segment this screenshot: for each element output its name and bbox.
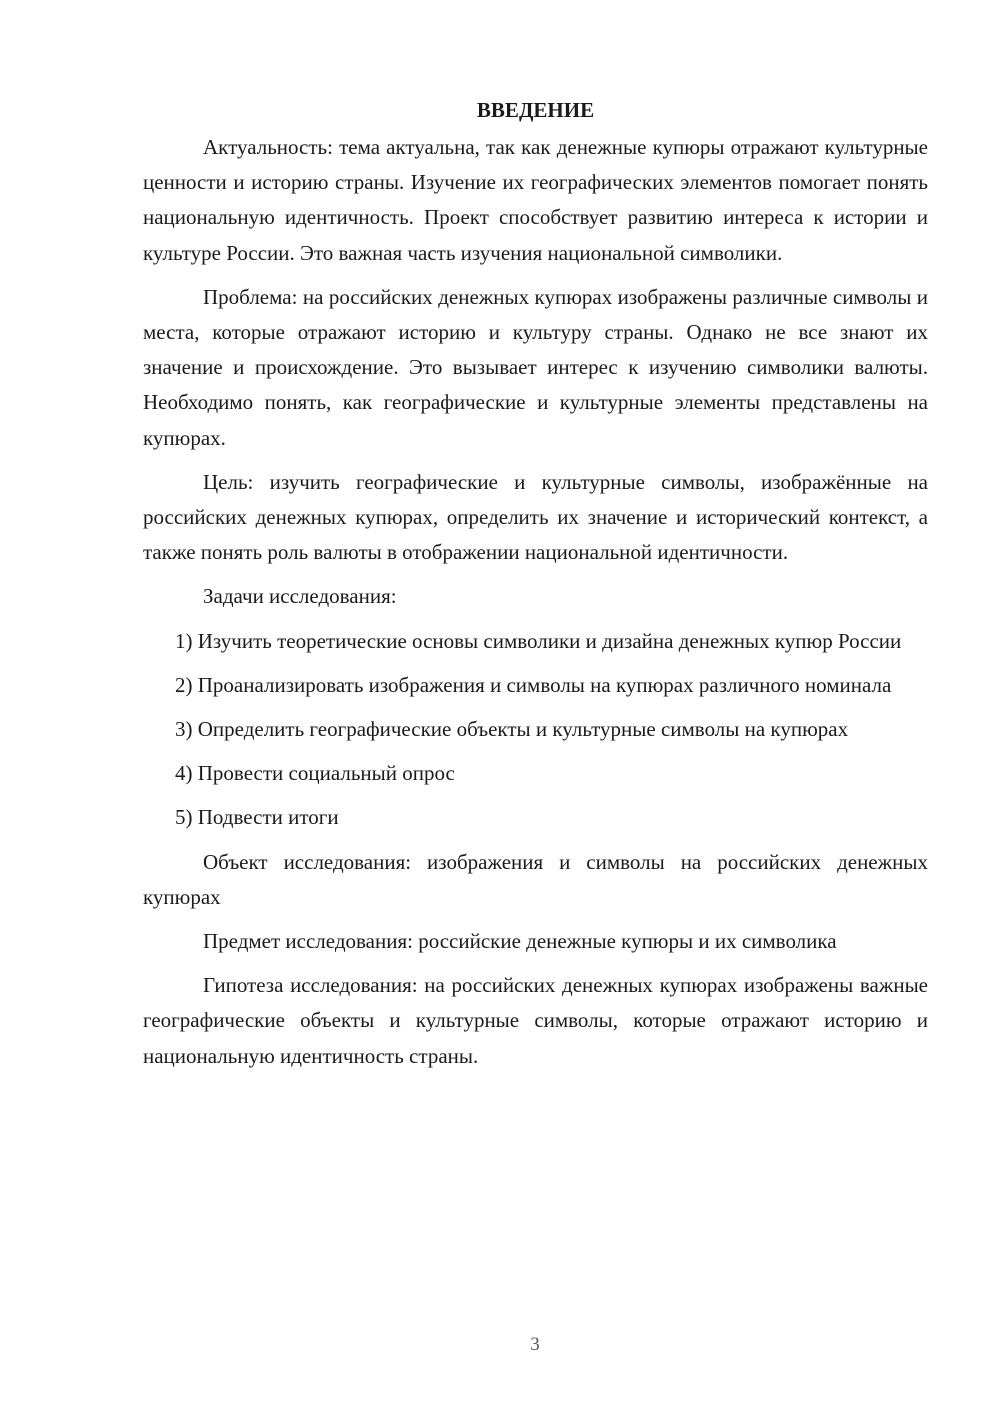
hypothesis-paragraph: Гипотеза исследования: на российских денежных купюрах изображены важные географические объекты и культурные символы, которые отражают историю и национальную идентичность страны.: [143, 973, 928, 1068]
task-item-4: 4) Провести социальный опрос: [175, 761, 455, 786]
page-number: 3: [530, 1334, 540, 1355]
tasks-intro: Задачи исследования:: [203, 584, 397, 609]
task-item-2: 2) Проанализировать изображения и символы на купюрах различного номинала: [175, 672, 892, 697]
object-paragraph: Объект исследования: изображения и символы на российских денежных купюрах: [143, 849, 928, 909]
problem-paragraph: Проблема: на российских денежных купюрах изображены различные символы и места, которые отражают историю и культуру страны. Однако не все знают их значение и происхождение. Это вызывает интерес к изучению символики валюты. Необходимо понять, как географические и культурные элементы представлены на купюрах.: [143, 284, 928, 450]
task-item-1: 1) Изучить теоретические основы символики и дизайна денежных купюр России: [175, 628, 902, 653]
task-item-3: 3) Определить географические объекты и культурные символы на купюрах: [175, 717, 849, 742]
task-item-5: 5) Подвести итоги: [175, 805, 339, 830]
tasks-list: [143, 624, 928, 836]
relevance-paragraph: Актуальность: тема актуальна, так как денежные купюры отражают культурные ценности и историю страны. Изучение их географических элементов помогает понять национальную идентичность. Проект способствует развитию интереса к истории и культуре России. Это важная часть изучения национальной символики.: [143, 135, 928, 265]
section-heading: ВВЕДЕНИЕ: [476, 98, 595, 122]
subject-paragraph: Предмет исследования: российские денежные купюры и их символика: [203, 929, 837, 954]
goal-paragraph: Цель: изучить географические и культурные символы, изображённые на российских денежных купюрах, определить их значение и исторический контекст, а также понять роль валюты в отображении национальной идентичности.: [143, 469, 928, 565]
document-page: [143, 92, 928, 1074]
